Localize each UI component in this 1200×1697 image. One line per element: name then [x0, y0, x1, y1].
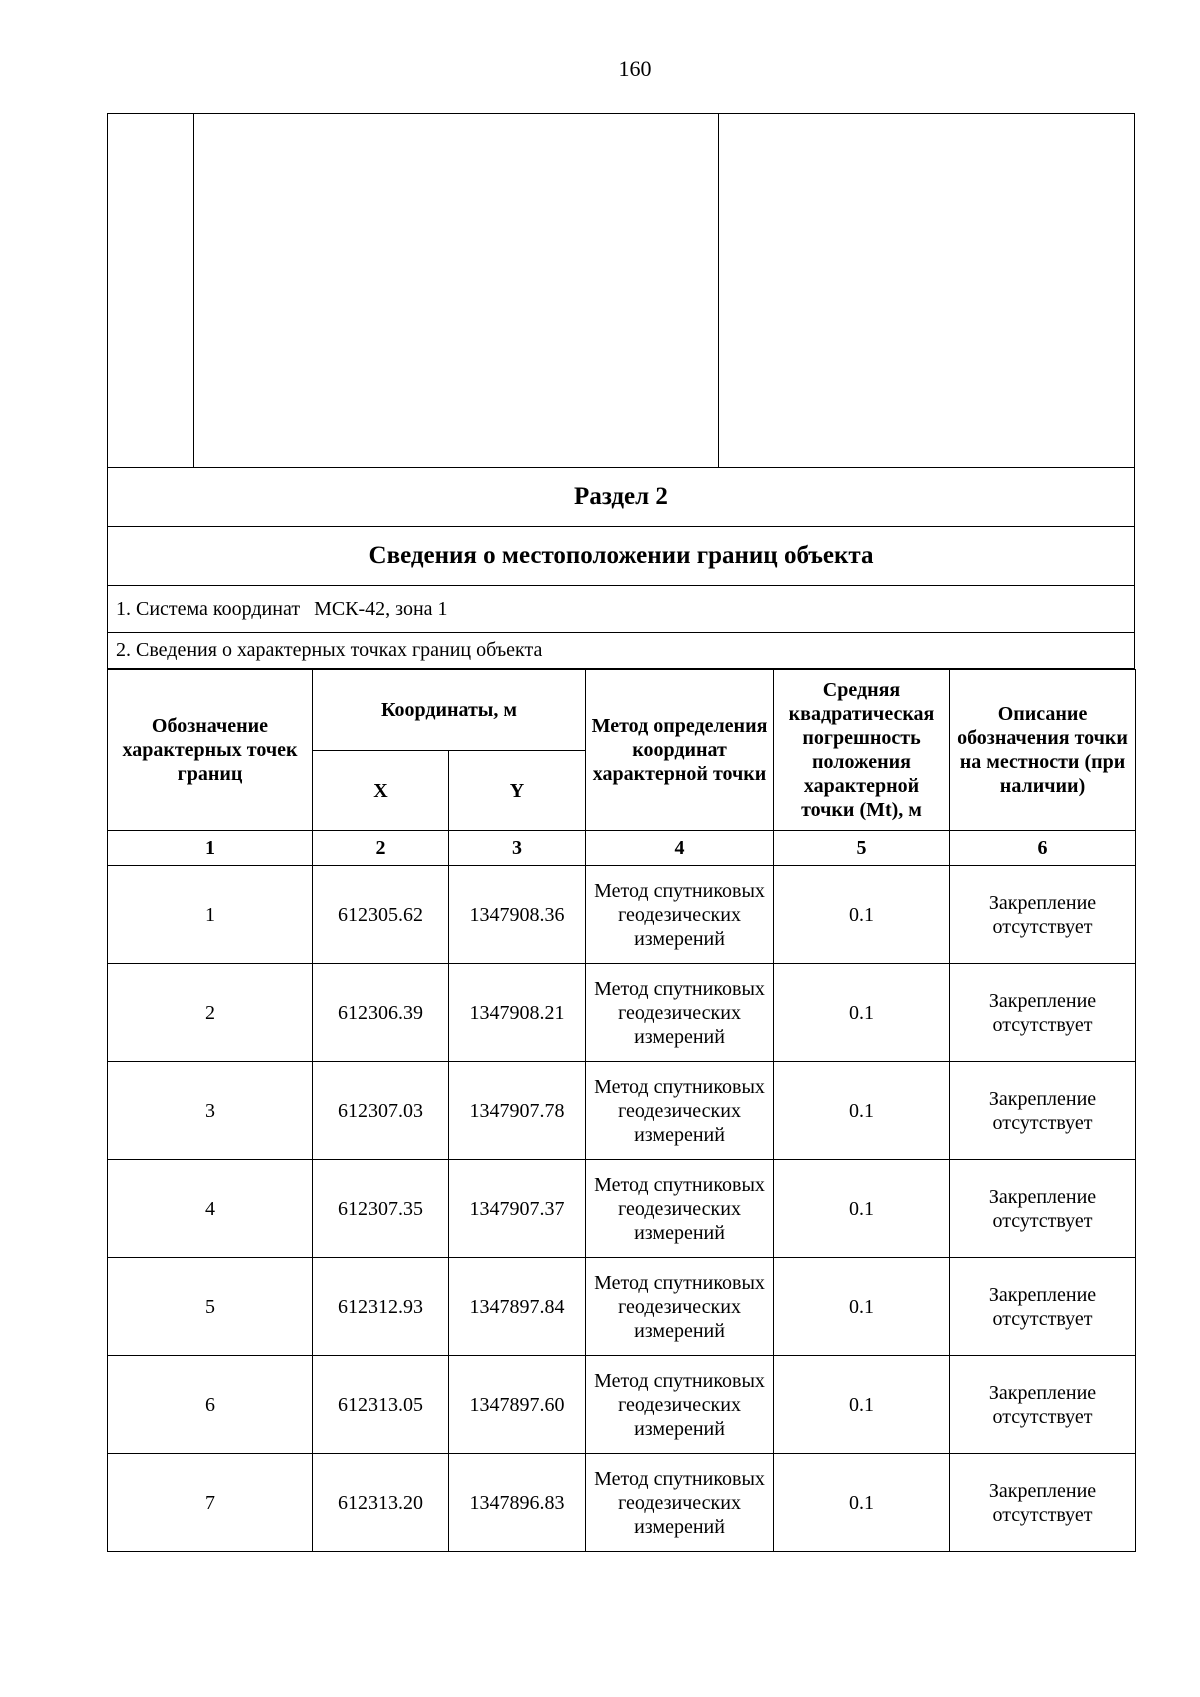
coordinate-system-row	[107, 586, 1135, 633]
page-number: 160	[618, 56, 652, 81]
column-number: 5	[774, 831, 950, 866]
table-row	[108, 1258, 1136, 1356]
header-coordinates: Координаты, м	[313, 670, 586, 751]
coordinate-y: 1347897.84	[449, 1258, 586, 1356]
coordinate-y: 1347907.37	[449, 1160, 586, 1258]
table-row	[108, 866, 1136, 964]
coordinate-x: 612305.62	[313, 866, 449, 964]
description-cell: Закрепление отсутствует	[950, 1454, 1136, 1552]
table-row	[108, 1062, 1136, 1160]
error-value: 0.1	[774, 964, 950, 1062]
point-number: 5	[108, 1258, 313, 1356]
coordinate-x: 612313.20	[313, 1454, 449, 1552]
method-cell: Метод спутниковых геодезических измерений	[586, 866, 774, 964]
error-value: 0.1	[774, 1160, 950, 1258]
upper-table-divider-left	[193, 114, 194, 467]
point-number: 4	[108, 1160, 313, 1258]
coordinate-x: 612313.05	[313, 1356, 449, 1454]
table-row	[108, 964, 1136, 1062]
section-title: Раздел 2	[107, 468, 1135, 527]
upper-table-block	[107, 113, 1135, 468]
description-cell: Закрепление отсутствует	[950, 866, 1136, 964]
header-error: Средняя квадратическая погрешность положения характерной точки (Mt), м	[774, 670, 950, 831]
error-value: 0.1	[774, 1356, 950, 1454]
boundary-points-table	[107, 669, 1136, 1552]
coordinate-y: 1347908.21	[449, 964, 586, 1062]
point-number: 2	[108, 964, 313, 1062]
description-cell: Закрепление отсутствует	[950, 1062, 1136, 1160]
column-numbers-row	[108, 831, 1136, 866]
error-value: 0.1	[774, 1062, 950, 1160]
table-row	[108, 1160, 1136, 1258]
error-value: 0.1	[774, 866, 950, 964]
method-cell: Метод спутниковых геодезических измерений	[586, 1454, 774, 1552]
column-number: 6	[950, 831, 1136, 866]
method-cell: Метод спутниковых геодезических измерений	[586, 964, 774, 1062]
method-cell: Метод спутниковых геодезических измерений	[586, 1356, 774, 1454]
coordinate-x: 612307.03	[313, 1062, 449, 1160]
coordinate-system-label: 1. Система координат	[116, 597, 301, 620]
section-subtitle: Сведения о местоположении границ объекта	[107, 527, 1135, 586]
description-cell: Закрепление отсутствует	[950, 1160, 1136, 1258]
description-cell: Закрепление отсутствует	[950, 964, 1136, 1062]
coordinate-x: 612312.93	[313, 1258, 449, 1356]
coordinate-system-value: МСК-42, зона 1	[314, 597, 448, 620]
method-cell: Метод спутниковых геодезических измерений	[586, 1258, 774, 1356]
point-number: 7	[108, 1454, 313, 1552]
column-number: 1	[108, 831, 313, 866]
coordinate-y: 1347897.60	[449, 1356, 586, 1454]
error-value: 0.1	[774, 1454, 950, 1552]
column-number: 3	[449, 831, 586, 866]
description-cell: Закрепление отсутствует	[950, 1258, 1136, 1356]
table-row	[108, 1356, 1136, 1454]
coordinate-x: 612307.35	[313, 1160, 449, 1258]
point-number: 1	[108, 866, 313, 964]
column-number: 2	[313, 831, 449, 866]
coordinate-x: 612306.39	[313, 964, 449, 1062]
upper-table-divider-right	[718, 114, 719, 467]
point-number: 3	[108, 1062, 313, 1160]
table-row	[108, 1454, 1136, 1552]
coordinate-y: 1347896.83	[449, 1454, 586, 1552]
description-cell: Закрепление отсутствует	[950, 1356, 1136, 1454]
column-number: 4	[586, 831, 774, 866]
method-cell: Метод спутниковых геодезических измерений	[586, 1160, 774, 1258]
header-y: Y	[449, 751, 586, 831]
header-description: Описание обозначения точки на местности (при наличии)	[950, 670, 1136, 831]
header-method: Метод определения координат характерной точки	[586, 670, 774, 831]
coordinate-y: 1347907.78	[449, 1062, 586, 1160]
point-number: 6	[108, 1356, 313, 1454]
header-designation: Обозначение характерных точек границ	[108, 670, 313, 831]
points-caption: 2. Сведения о характерных точках границ объекта	[107, 633, 1135, 669]
header-x: X	[313, 751, 449, 831]
error-value: 0.1	[774, 1258, 950, 1356]
method-cell: Метод спутниковых геодезических измерений	[586, 1062, 774, 1160]
coordinate-y: 1347908.36	[449, 866, 586, 964]
